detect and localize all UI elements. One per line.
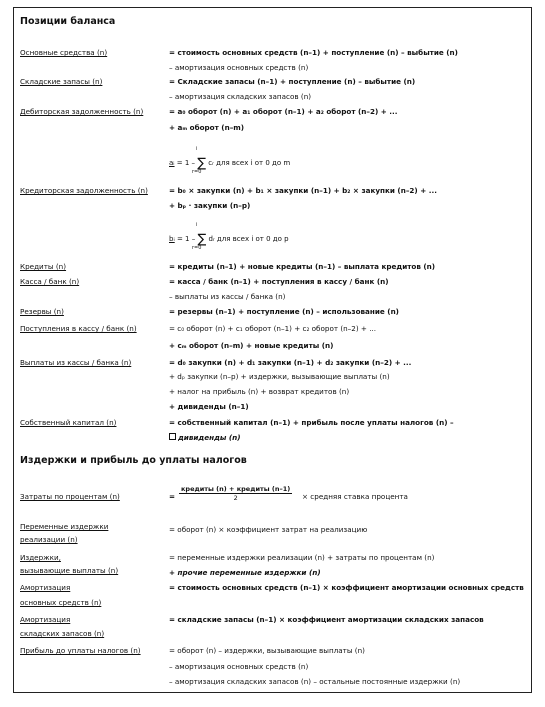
label-profit-before-tax: Прибыль до уплаты налогов (n) — [20, 646, 141, 655]
formula-loans-1: = кредиты (n–1) + новые кредиты (n–1) – выплата кредитов (n) — [169, 262, 436, 271]
formula-equity-1: = собственный капитал (n–1) + прибыль после уплаты налогов (n) – — [169, 418, 454, 427]
formula-interest-numerator: кредиты (n) + кредиты (n–1) — [181, 485, 291, 493]
section-title-costs: Издержки и прибыль до уплаты налогов — [20, 455, 247, 466]
formula-cash-1: = касса / банк (n–1) + поступления в кассу / банк (n) — [169, 277, 389, 286]
formula-interest-denominator: 2 — [233, 494, 238, 502]
formula-cash-outflows-4: + дивиденды (n–1) — [169, 402, 249, 411]
formula-b-lhs: bᵢ — [169, 235, 175, 243]
formula-cash-outflows-2: + dₚ закупки (n–p) + издержки, вызывающие выплаты (n) — [169, 372, 390, 381]
formula-inventory-1: = Складские запасы (n–1) + поступление (n) – выбытие (n) — [169, 77, 416, 86]
checkbox-icon — [169, 433, 176, 440]
label-depreciation-inventory-1: Амортизация — [20, 615, 71, 624]
label-variable-costs-1: Переменные издержки — [20, 522, 109, 531]
label-interest: Затраты по процентам (n) — [20, 492, 120, 501]
formula-b-lower: r=0 — [192, 245, 202, 251]
formula-interest-eq: = — [169, 492, 176, 501]
formula-a-rhs: cᵣ для всех i от 0 до m — [208, 159, 291, 167]
formula-interest-rhs: × средняя ставка процента — [302, 492, 408, 501]
formula-a-upper: i — [196, 146, 198, 152]
formula-receivables-1: = a₀ оборот (n) + a₁ оборот (n–1) + a₂ оборот (n–2) + ... — [169, 107, 398, 116]
formula-profit-before-tax-2: – амортизация основных средств (n) — [169, 662, 309, 671]
section-title-balance: Позиции баланса — [20, 16, 116, 27]
label-cash: Касса / банк (n) — [20, 277, 80, 286]
formula-payables-1: = b₀ × закупки (n) + b₁ × закупки (n–1) + b₂ × закупки (n–2) + ... — [169, 186, 437, 195]
formula-b-coefficient — [169, 230, 289, 245]
document-page — [13, 7, 532, 693]
formula-profit-before-tax-1: = оборот (n) – издержки, вызывающие выплаты (n) — [169, 646, 365, 655]
sigma-symbol-2: ∑ — [197, 232, 207, 247]
label-depreciation-assets-1: Амортизация — [20, 583, 71, 592]
label-cash-costs-2: вызывающие выплаты (n) — [20, 566, 119, 575]
formula-receivables-2: + aₘ оборот (n–m) — [169, 123, 245, 132]
formula-equity-2-text: дивиденды (n) — [178, 433, 241, 442]
formula-variable-costs-1-text: = оборот (n) × коэффициент затрат на реализацию — [169, 525, 368, 534]
label-cash-costs-1: Издержки, — [20, 553, 61, 562]
formula-variable-costs-1 — [169, 525, 367, 534]
formula-inventory-2: – амортизация складских запасов (n) — [169, 92, 312, 101]
label-cash-inflows: Поступления в кассу / банк (n) — [20, 324, 137, 333]
formula-cash-inflows-1: = c₀ оборот (n) + c₁ оборот (n–1) + c₂ оборот (n–2) + ... — [169, 324, 377, 333]
formula-equity-2 — [169, 433, 241, 442]
formula-payables-2: + bₚ · закупки (n–p) — [169, 201, 251, 210]
formula-cash-2: – выплаты из кассы / банка (n) — [169, 292, 286, 301]
formula-cash-outflows-3: + налог на прибыль (n) + возврат кредитов (n) — [169, 387, 350, 396]
formula-cash-costs-1: = переменные издержки реализации (n) + затраты по процентам (n) — [169, 553, 435, 562]
label-equity: Собственный капитал (n) — [20, 418, 117, 427]
formula-interest-fraction — [179, 485, 292, 502]
formula-cash-inflows-2: + cₘ оборот (n–m) + новые кредиты (n) — [169, 341, 334, 350]
formula-fixed-assets-1: = стоимость основных средств (n–1) + поступление (n) – выбытие (n) — [169, 48, 458, 57]
label-cash-outflows: Выплаты из кассы / банка (n) — [20, 358, 132, 367]
formula-a-lhs: aᵢ — [169, 159, 175, 167]
label-loans: Кредиты (n) — [20, 262, 67, 271]
label-inventory: Складские запасы (n) — [20, 77, 103, 86]
formula-b-rhs: dᵣ для всех i от 0 до p — [208, 235, 289, 243]
formula-cash-outflows-1: = d₀ закупки (n) + d₁ закупки (n–1) + d₂ закупки (n–2) + ... — [169, 358, 412, 367]
formula-depreciation-assets-1: = стоимость основных средств (n–1) × коэффициент амортизации основных средств — [169, 583, 524, 592]
label-reserves: Резервы (n) — [20, 307, 64, 316]
formula-b-eq: = 1 – — [176, 235, 196, 243]
formula-b-upper: i — [196, 222, 198, 228]
formula-fixed-assets-2: – амортизация основных средств (n) — [169, 63, 309, 72]
formula-reserves-1: = резервы (n–1) + поступление (n) – использование (n) — [169, 307, 399, 316]
label-payables: Кредиторская задолженность (n) — [20, 186, 148, 195]
formula-a-eq: = 1 – — [176, 159, 196, 167]
sigma-symbol-1: ∑ — [197, 156, 207, 171]
label-receivables: Дебиторская задолженность (n) — [20, 107, 144, 116]
label-depreciation-inventory-2: складских запасов (n) — [20, 629, 105, 638]
label-fixed-assets: Основные средства (n) — [20, 48, 108, 57]
formula-cash-costs-2: + прочие переменные издержки (n) — [169, 568, 321, 577]
formula-a-coefficient — [169, 154, 290, 169]
label-depreciation-assets-2: основных средств (n) — [20, 598, 102, 607]
label-variable-costs-2: реализации (n) — [20, 535, 78, 544]
formula-a-lower: r=0 — [192, 169, 202, 175]
formula-profit-before-tax-3: – амортизация складских запасов (n) – остальные постоянные издержки (n) — [169, 677, 461, 686]
formula-depreciation-inventory-1: = складские запасы (n–1) × коэффициент амортизации складских запасов — [169, 615, 484, 624]
